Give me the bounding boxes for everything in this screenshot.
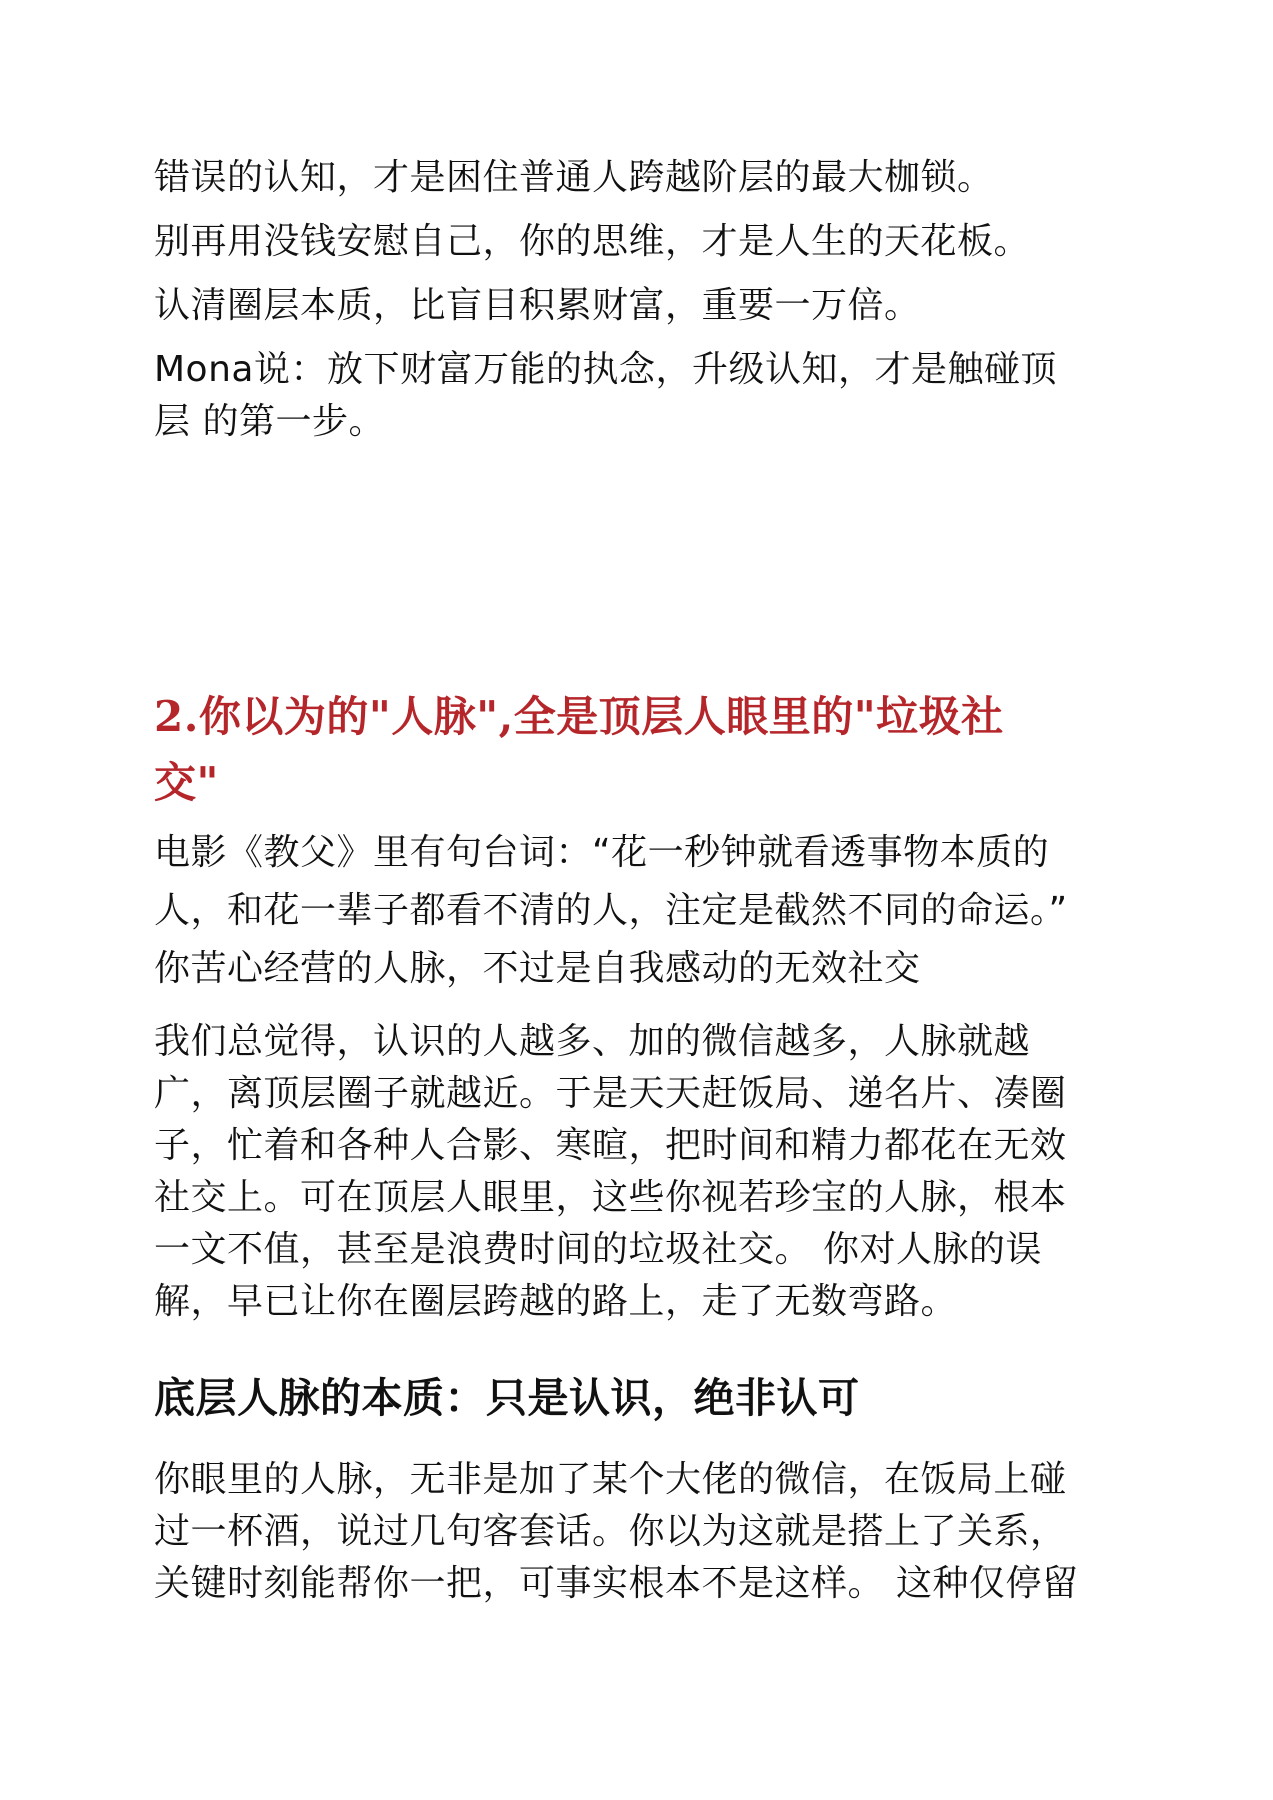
subsection xyxy=(154,1368,1154,1428)
body-line-4: 社交上。可在顶层人眼里，这些你视若珍宝的人脉，根本 xyxy=(154,1177,1067,1218)
quote-line-3: 你苦心经营的人脉，不过是自我感动的无效社交 xyxy=(154,948,921,989)
body-block xyxy=(154,1016,1154,1328)
body-line-2: 广，离顶层圈子就越近。于是天天赶饭局、递名片、凑圈 xyxy=(154,1073,1067,1114)
section-heading-line-1: 2.你以为的"人脉",全是顶层人眼里的"垃圾社 xyxy=(154,692,1004,741)
section-2 xyxy=(154,684,1154,816)
subsection-heading: 底层人脉的本质：只是认识，绝非认可 xyxy=(154,1374,860,1422)
body-line-5: 一文不值，甚至是浪费时间的垃圾社交。 你对人脉的误 xyxy=(154,1229,1042,1270)
intro-line-2: 别再用没钱安慰自己，你的思维，才是人生的天花板。 xyxy=(154,221,1031,262)
section-heading-line-2: 交" xyxy=(154,758,219,807)
body-line-1: 我们总觉得，认识的人越多、加的微信越多，人脉就越 xyxy=(154,1021,1031,1062)
section-heading xyxy=(154,684,1154,816)
quote-paragraph xyxy=(154,824,1154,998)
intro-line-3: 认清圈层本质，比盲目积累财富，重要一万倍。 xyxy=(154,285,921,326)
body-line-6: 解，早已让你在圈层跨越的路上，走了无数弯路。 xyxy=(154,1281,958,1322)
quote-line-2: 人，和花一辈子都看不清的人，注定是截然不同的命运。” xyxy=(154,890,1068,931)
sub-line-1: 你眼里的人脉，无非是加了某个大佬的微信，在饭局上碰 xyxy=(154,1459,1067,1500)
quote-block xyxy=(154,824,1154,998)
sub-line-2: 过一杯酒，说过几句客套话。你以为这就是搭上了关系， xyxy=(154,1511,1067,1552)
intro-line-4a: Mona说：放下财富万能的执念，升级认知，才是触碰顶 xyxy=(154,349,1057,390)
sub-line-3: 关键时刻能帮你一把，可事实根本不是这样。 这种仅停留 xyxy=(154,1563,1079,1604)
intro-line-1: 错误的认知，才是困住普通人跨越阶层的最大枷锁。 xyxy=(154,157,994,198)
intro-block xyxy=(154,152,1154,448)
intro-line-4 xyxy=(154,344,1154,448)
body-line-3: 子，忙着和各种人合影、寒暄，把时间和精力都花在无效 xyxy=(154,1125,1067,1166)
subsection-paragraph xyxy=(154,1454,1154,1610)
body-paragraph xyxy=(154,1016,1154,1328)
subsection-body xyxy=(154,1454,1154,1610)
quote-line-1: 电影《教父》里有句台词：“花一秒钟就看透事物本质的 xyxy=(154,832,1050,873)
intro-line-4b: 层 的第一步。 xyxy=(154,401,385,442)
